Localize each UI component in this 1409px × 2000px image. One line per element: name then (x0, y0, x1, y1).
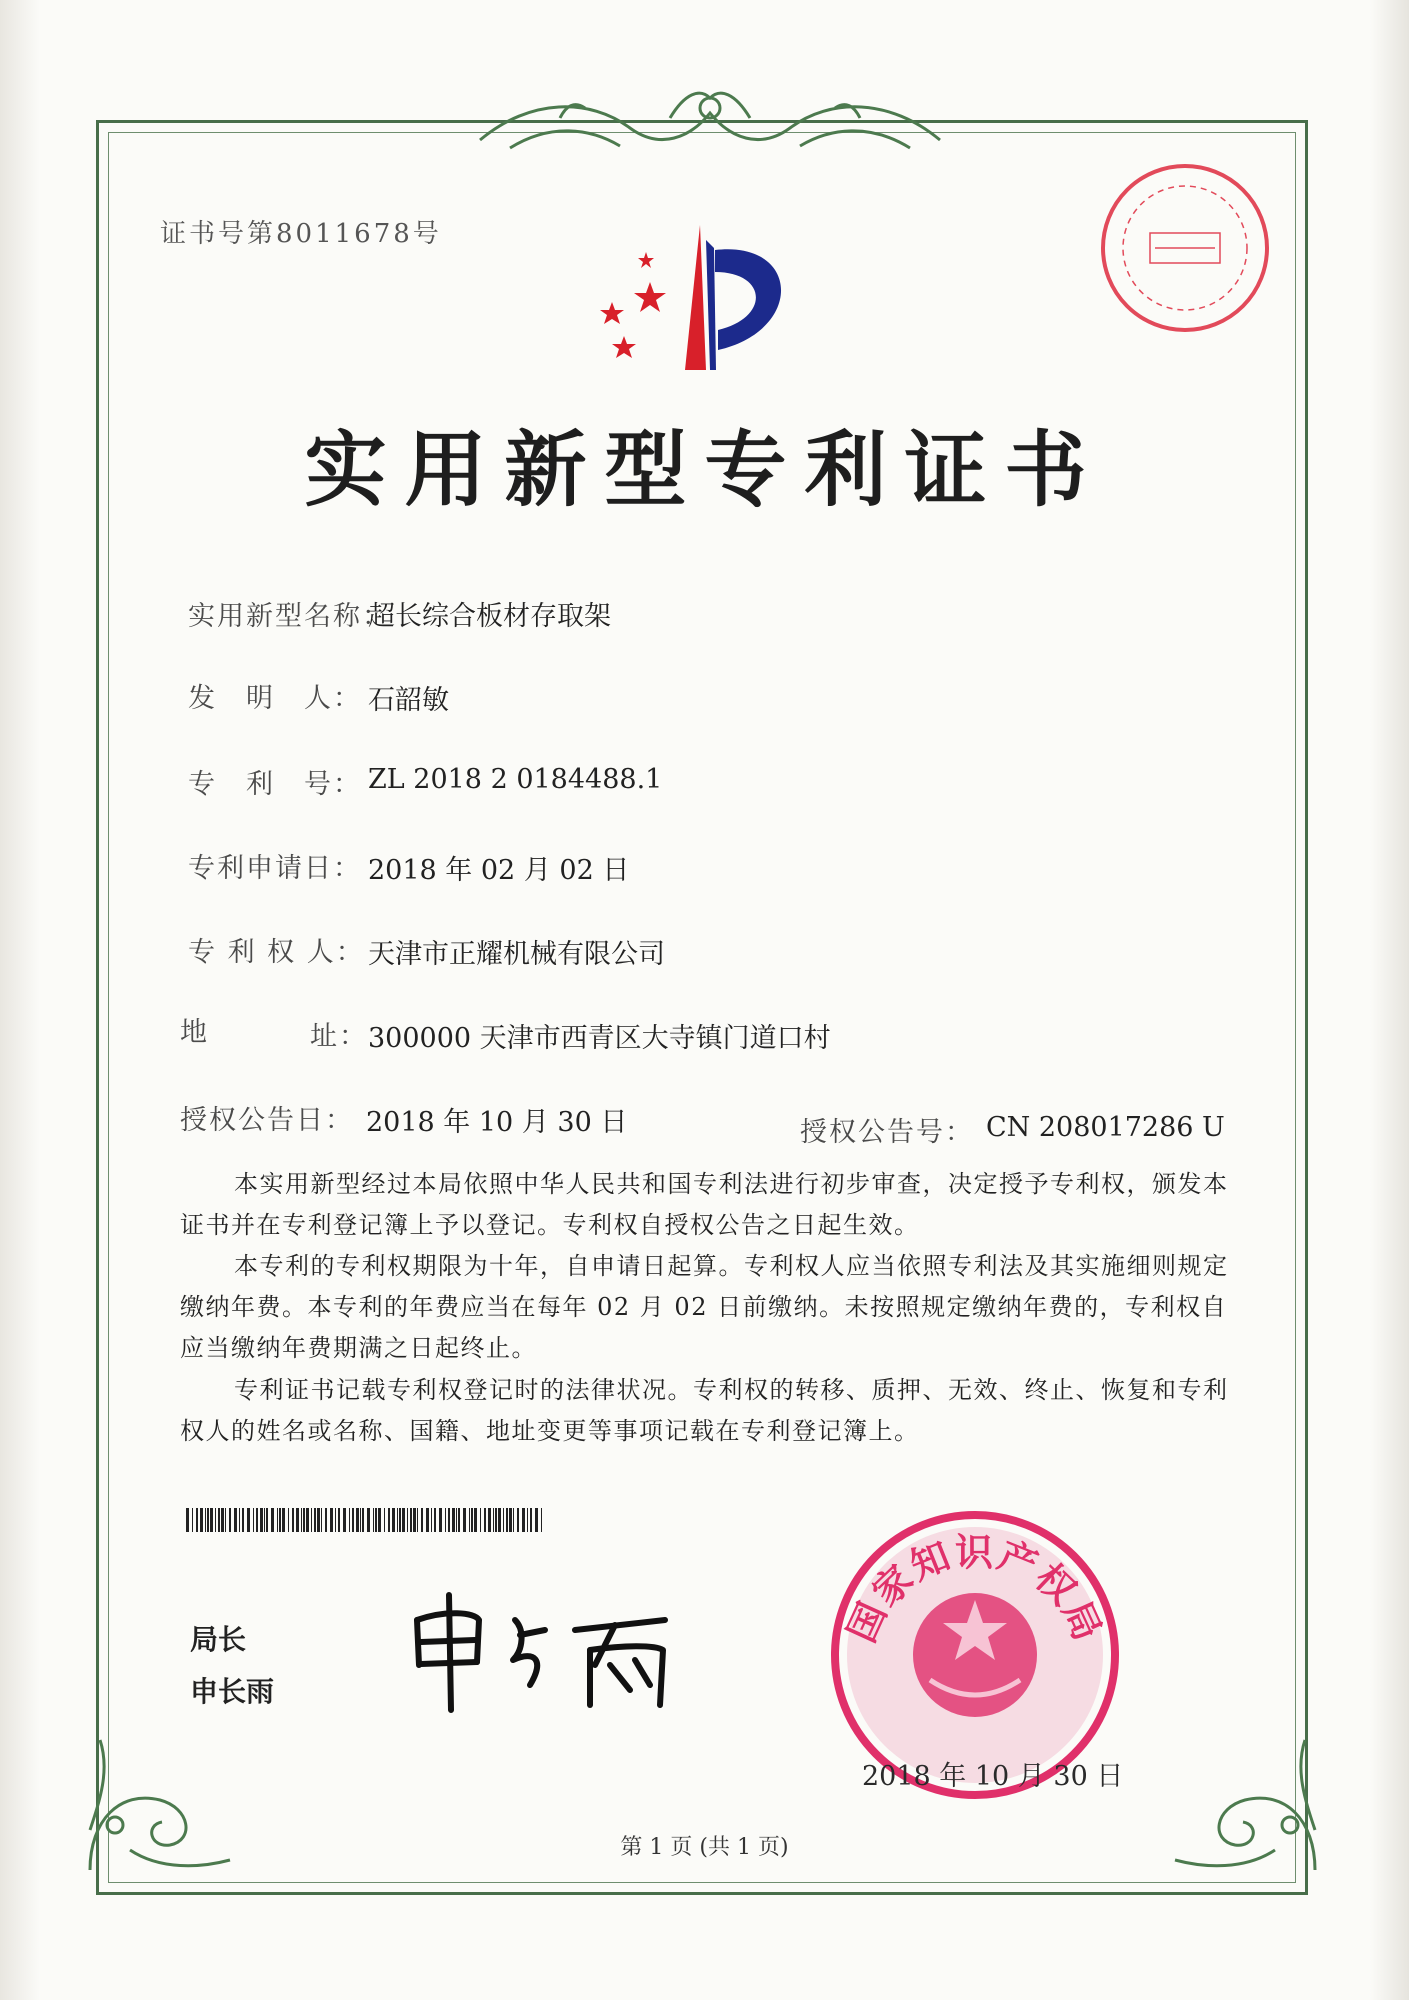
patent-office-logo (590, 220, 810, 380)
certificate-number: 证书号第8011678号 (160, 219, 442, 249)
seal-date: 2018 年 10 月 30 日 (862, 1761, 1124, 1792)
top-ornament (470, 78, 950, 168)
address-value: 300000 天津市西青区大寺镇门道口村 (368, 1023, 831, 1054)
filing-date-value: 2018 年 02 月 02 日 (368, 855, 630, 886)
name-value: 超长综合板材存取架 (368, 601, 611, 632)
handwritten-signature (405, 1590, 705, 1720)
grant-number-value: CN 208017286 U (986, 1112, 1225, 1143)
grant-number-label: 授权公告号： (800, 1117, 974, 1148)
name-label: 实用新型名称： (188, 601, 391, 632)
patentee-label: 专 利 权 人： (188, 937, 365, 968)
barcode (186, 1508, 546, 1532)
patent-number-label: 专 利 号： (188, 769, 362, 800)
certificate-title: 实用新型专利证书 (304, 422, 1105, 518)
paragraph-3: 专利证书记载专利权登记时的法律状况。专利权的转移、质押、无效、终止、恢复和专利权人的姓名或名称、国籍、地址变更等事项记载在专利登记簿上。 (180, 1376, 1229, 1445)
patentee-value: 天津市正耀机械有限公司 (368, 939, 665, 970)
address-label-end: 址： (310, 1021, 368, 1052)
paragraph-2: 本专利的专利权期限为十年，自申请日起算。专利权人应当依照专利法及其实施细则规定缴纳年费。本专利的年费应当在每年 02 月 02 日前缴纳。未按照规定缴纳年费的，专利权自应当缴纳年费期满之日起终止。 (180, 1252, 1229, 1362)
small-seal-stamp (1095, 158, 1275, 338)
seal-text: 国家知识产权局 (838, 1529, 1112, 1649)
grant-date-value: 2018 年 10 月 30 日 (366, 1107, 628, 1138)
signatory-name: 申长雨 (190, 1675, 275, 1708)
patent-number-value: ZL 2018 2 0184488.1 (368, 764, 663, 795)
paragraph-1: 本实用新型经过本局依照中华人民共和国专利法进行初步审查，决定授予专利权，颁发本证书并在专利登记簿上予以登记。专利权自授权公告之日起生效。 (180, 1170, 1229, 1239)
inventor-label: 发 明 人： (188, 683, 362, 714)
inventor-value: 石韶敏 (368, 685, 449, 716)
signatory-title: 局长 (190, 1623, 247, 1656)
grant-date-label: 授权公告日： (180, 1105, 354, 1136)
filing-date-label: 专利申请日： (188, 853, 362, 884)
page-number: 第 1 页 (共 1 页) (620, 1835, 789, 1860)
address-label-start: 地 (180, 1017, 209, 1048)
